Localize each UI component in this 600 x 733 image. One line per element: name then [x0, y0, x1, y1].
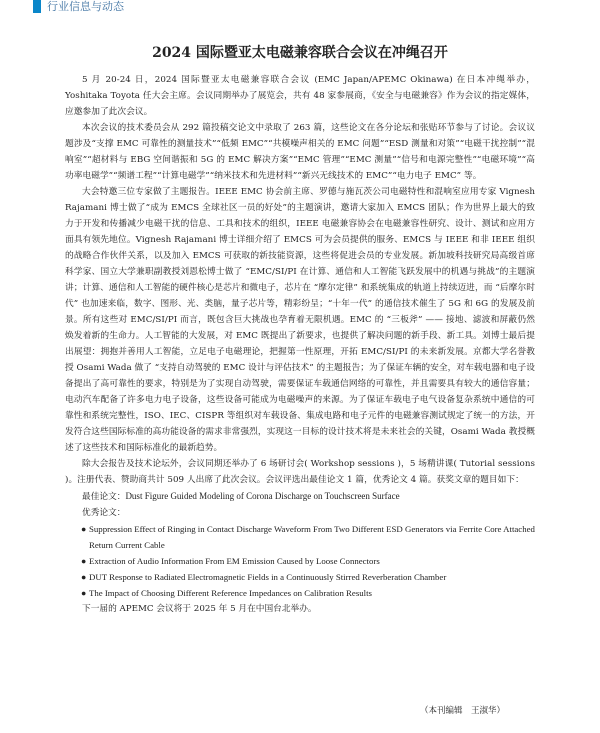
section-accent-bar	[33, 0, 41, 13]
list-item	[65, 553, 535, 569]
best-paper-title: Dust Figure Guided Modeling of Corona Discharge on Touchscreen Surface	[125, 491, 400, 501]
list-item	[65, 521, 535, 553]
closing-line: 下一届的 APEMC 会议将于 2025 年 5 月在中国台北举办。	[82, 604, 317, 614]
paper-title: Suppression Effect of Ringing in Contact Discharge Waveform From Two Different ESD Generators via Ferrite Core Attached Return Current Cable	[89, 524, 535, 550]
bullet-icon: ●	[81, 556, 87, 566]
list-item	[65, 569, 535, 585]
best-paper-label: 最佳论文：	[82, 492, 126, 502]
paper-title: The Impact of Choosing Different Reference Impedances on Calibration Results	[89, 588, 372, 598]
paragraph-keynotes: 大会特邀三位专家做了主题报告。IEEE EMC 协会前主席、罗德与施瓦茨公司电磁特性和混响室应用专家 Vignesh Rajamani 博士做了“成为 EMCS 全球社区一员的好处”的主题演讲，邀请大家加入 EMCS 团队；作为世界上最大的致力于开发和传播减少电磁干扰的信息、工具和技术的组织，IEEE 电磁兼容协会在电磁兼容性研究、设计、测试和应用方面具有领先地位。Vignesh Rajamani 博士详细介绍了 EMCS 可为会员提供的服务、EMCS 与 IEEE 和非 IEEE 组织的战略合作伙伴关系，以及加入 EMCS 可获取的新技能资源，这些将促进会员的专业发展。新加坡科技研究局高级首席科学家、国立大学兼职副教授刘恩松博士做了 “EMC/SI/PI 在计算、通信和人工智能飞跃发展中的机遇与挑战”的主题演讲；计算、通信和人工智能的硬件核心是芯片和微电子，芯片在 “摩尔定律” 和系统集成的轨道上持续迈进，而 “后摩尔时代” 也加速来临，数字、图形、光、类脑，量子芯片等，精彩纷呈；“十年一代” 的通信技术催生了 5G 和 6G 的发展及前景。所有这些对 EMC/SI/PI 而言，既包含巨大挑战也孕育着无限机遇。EMC 的 “三板斧” —— 接地、滤波和屏蔽仍然焕发着新的生命力。人工智能的大发展，对 EMC 既提出了新要求，也提供了解决问题的新手段、新工具。刘博士最后提出展望：拥抱并善用人工智能，立足电子电磁理论，把握第一性原理，开拓 EMC/SI/PI 的未来新发展。京都大学名誉教授 Osami Wada 做了 “支持自动驾驶的 EMC 设计与评估技术” 的主题报告；为了保证车辆的安全，对车载电器和电子设备提出了高可靠性的要求，特别是为了实现自动驾驶，需要保证车载通信网络的可靠性，并且需要具有较大的通信容量；电动汽车配备了许多电力电子设备，这些设备可能成为电磁噪声的来源。为了保证车载电子电气设备复杂系统中通信的可靠性和系统完整性，ISO、IEC、CISPR 等组织对车载设备、集成电路和电子元件的电磁兼容测试规定了统一的方法，开发符合这些国际标准的高功能设备的需求非常强烈，实现这一目标的设计技术将是未来社会的关键，Osami Wada 教授概述了这些技术和国际标准化的最新趋势。	[65, 187, 535, 453]
bullet-icon: ●	[81, 572, 87, 582]
best-paper-line	[65, 488, 535, 505]
bullet-icon: ●	[81, 524, 87, 534]
paper-title: Extraction of Audio Information From EM Emission Caused by Loose Connectors	[89, 556, 380, 566]
excellent-papers-label: 优秀论文：	[82, 508, 126, 518]
paragraph-papers: 本次会议的技术委员会从 292 篇投稿交论文中录取了 263 篇，这些论文在各分论坛和张贴环节参与了讨论。会议议题涉及“支撑 EMC 可靠性的测量技术”“低频 EMC”“共模噪声相关的 EMC 问题”“ESD 测量和对策”“电磁干扰控制”“混响室”“超材料与 EBG 空间谐振和 5G 的 EMC 解决方案”“EMC 管理”“EMC 测量”“信号和电源完整性”“电磁环境”“高功率电磁学”“频谱工程”“计算电磁学”“纳米技术和先进材料”“新兴无线技术的 EMC”“电力电子 EMC” 等。	[65, 123, 535, 181]
bullet-icon: ●	[81, 588, 87, 598]
paper-title: DUT Response to Radiated Electromagnetic Fields in a Continuously Stirred Reverberation Chamber	[89, 572, 447, 582]
excellent-papers-list	[65, 521, 535, 601]
list-item	[65, 585, 535, 601]
section-label: 行业信息与动态	[47, 0, 124, 13]
page-header	[0, 0, 600, 14]
article-title: 2024 国际暨亚太电磁兼容联合会议在冲绳召开	[152, 45, 448, 61]
article-body	[65, 72, 535, 617]
paragraph-intro: 5 月 20-24 日，2024 国际暨亚太电磁兼容联合会议 (EMC Japan/APEMC Okinawa) 在日本冲绳举办，Yoshitaka Toyota 任大会主席。会议同期举办了展览会，共有 48 家参展商，《安全与电磁兼容》作为会议的指定媒体，应邀参加了此次会议。	[65, 75, 535, 117]
paragraph-sessions: 除大会报告及技术论坛外，会议同期还举办了 6 场研讨会( Workshop sessions )，5 场精讲课( Tutorial sessions )。注册代表、赞助商共计 509 人出席了此次会议。会议评选出最佳论文 1 篇，优秀论文 4 篇。获奖文章的题目如下：	[65, 459, 535, 485]
editor-credit: （本刊编辑 王淑华）	[420, 706, 506, 716]
